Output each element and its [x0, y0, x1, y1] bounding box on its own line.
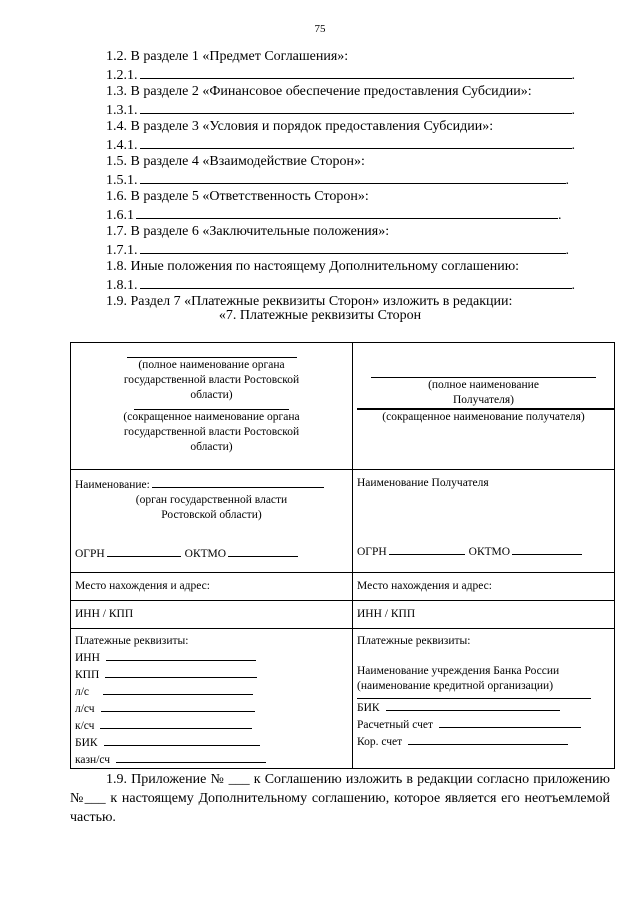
list-item-blank: 1.8.1. .: [106, 277, 575, 293]
list-item-blank: 1.2.1. .: [106, 67, 575, 83]
right-short-name-caption: (сокращенное наименование получателя): [382, 411, 585, 423]
page-number: 75: [314, 23, 326, 35]
left-name-cell: Наименование: (орган государственной власти Ростовской области) ОГРН ОКТМО: [71, 470, 353, 573]
list-item-blank: 1.3.1. .: [106, 102, 575, 118]
list-item: 1.2. В разделе 1 «Предмет Соглашения»:: [106, 49, 349, 64]
left-full-name-caption: (полное наименование органа государственной власти Ростовской области): [123, 359, 300, 401]
list-item-blank: 1.6.1 .: [106, 207, 562, 223]
right-name-cell: Наименование Получателя ОГРН ОКТМО: [353, 470, 615, 573]
list-item-blank: 1.4.1. .: [106, 137, 575, 153]
right-name-label: Наименование Получателя: [357, 477, 489, 489]
payment-details-table: [70, 342, 615, 769]
list-item-blank: 1.5.1. .: [106, 172, 569, 188]
list-item: 1.8. Иные положения по настоящему Дополнительному соглашению:: [106, 259, 520, 274]
left-inn-kpp-cell: ИНН / КПП: [71, 601, 353, 629]
bank-name-line: Наименование учреждения Банка России: [357, 665, 560, 677]
left-payment-cell: Платежные реквизиты: ИНН КПП л/с л/сч к/сч БИК казн/сч: [71, 629, 353, 769]
right-inn-kpp-cell: ИНН / КПП: [353, 601, 615, 629]
list-item: 1.6. В разделе 5 «Ответственность Сторон»:: [106, 189, 369, 204]
left-address-cell: Место нахождения и адрес:: [71, 573, 353, 601]
right-full-name-caption: (полное наименование Получателя): [428, 379, 539, 406]
section-title: «7. Платежные реквизиты Сторон: [218, 308, 422, 323]
list-item: 1.9. Раздел 7 «Платежные реквизиты Сторон» изложить в редакции:: [106, 294, 513, 309]
list-item: 1.3. В разделе 2 «Финансовое обеспечение предоставления Субсидии»:: [106, 84, 532, 99]
left-header-cell: [71, 343, 353, 470]
list-item-blank: 1.7.1. .: [106, 242, 569, 258]
left-short-name-caption: (сокращенное наименование органа государственной власти Ростовской области): [123, 411, 300, 453]
list-item: 1.5. В разделе 4 «Взаимодействие Сторон»:: [106, 154, 365, 169]
amendment-list: [106, 48, 596, 311]
closing-paragraph: 1.9. Приложение № ___ к Соглашению изложить в редакции согласно приложению №___ к настоящему Дополнительному соглашению, которое является его неотъемлемой частью.: [70, 772, 610, 825]
left-name-caption: (орган государственной власти Ростовской области): [135, 494, 288, 521]
right-payment-cell: Платежные реквизиты: Наименование учреждения Банка России (наименование кредитной организации) БИК Расчетный счет Кор. счет: [353, 629, 615, 769]
bank-name-caption: (наименование кредитной организации): [357, 680, 554, 692]
right-header-cell: [353, 343, 615, 470]
list-item: 1.4. В разделе 3 «Условия и порядок предоставления Субсидии»:: [106, 119, 494, 134]
list-item: 1.7. В разделе 6 «Заключительные положения»:: [106, 224, 390, 239]
right-address-cell: Место нахождения и адрес:: [353, 573, 615, 601]
